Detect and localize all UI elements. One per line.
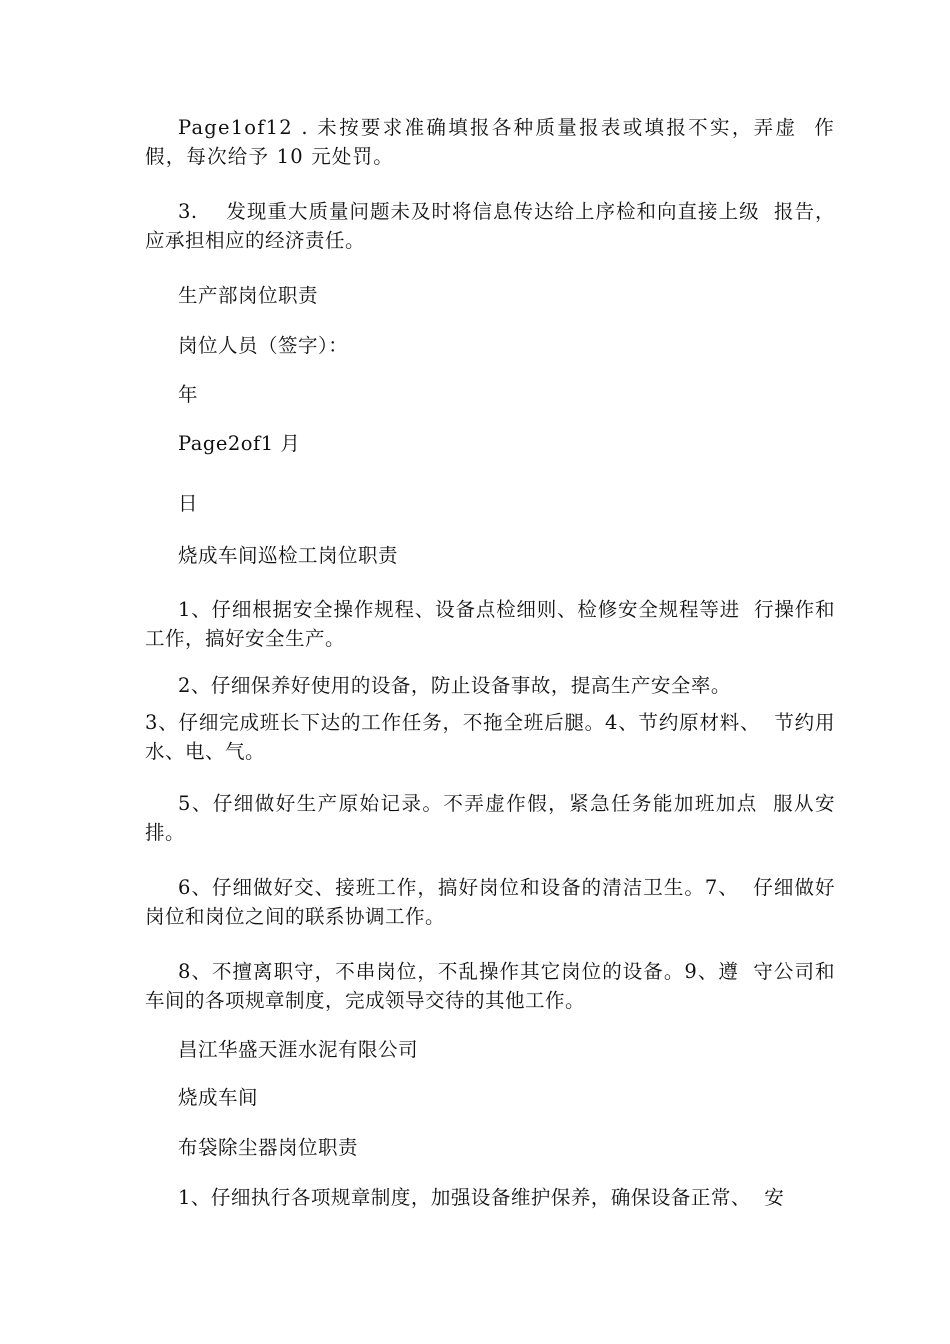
workshop-name: 烧成车间 (178, 1086, 259, 1109)
duty-item-2: 2、仔细保养好使用的设备，防止设备事故，提高生产安全率。 (178, 674, 731, 697)
date-year-label: 年 (178, 383, 199, 406)
duty-item-6-7: 6、仔细做好交、接班工作，搞好岗位和设备的清洁卫生。7、 仔细做好岗位和岗位之间的联系协调工作。 (145, 876, 835, 928)
paragraph-major-quality-issue: 3. 发现重大质量问题未及时将信息传达给上序检和向直接上级 报告，应承担相应的经济责任。 (145, 200, 835, 252)
duty-item-1: 1、仔细根据安全操作规程、设备点检细则、检修安全规程等进 行操作和工作，搞好安全生产。 (145, 598, 835, 650)
company-name: 昌江华盛天涯水泥有限公司 (178, 1038, 419, 1061)
heading-inspector-duties: 烧成车间巡检工岗位职责 (178, 544, 399, 567)
duty-item-8-9: 8、不擅离职守，不串岗位，不乱操作其它岗位的设备。9、遵 守公司和车间的各项规章制度，完成领导交待的其他工作。 (145, 960, 835, 1012)
duty-item-3-4: 3、仔细完成班长下达的工作任务，不拖全班后腿。4、节约原材料、 节约用水、电、气。 (145, 711, 835, 763)
page-marker-month: Page2of1 月 (178, 432, 301, 455)
signature-label: 岗位人员（签字）： (178, 334, 349, 357)
paragraph-quality-report-penalty: Page1of12 . 未按要求准确填报各种质量报表或填报不实，弄虚 作假，每次给予 10 元处罚。 (145, 116, 835, 168)
heading-production-dept-duties: 生产部岗位职责 (178, 284, 319, 307)
date-day-label: 日 (178, 492, 199, 515)
bag-filter-duty-item-1: 1、仔细执行各项规章制度，加强设备维护保养，确保设备正常、 安 (178, 1186, 785, 1209)
duty-item-5: 5、仔细做好生产原始记录。不弄虚作假，紧急任务能加班加点 服从安排。 (145, 792, 835, 844)
heading-bag-filter-duties: 布袋除尘器岗位职责 (178, 1136, 359, 1159)
